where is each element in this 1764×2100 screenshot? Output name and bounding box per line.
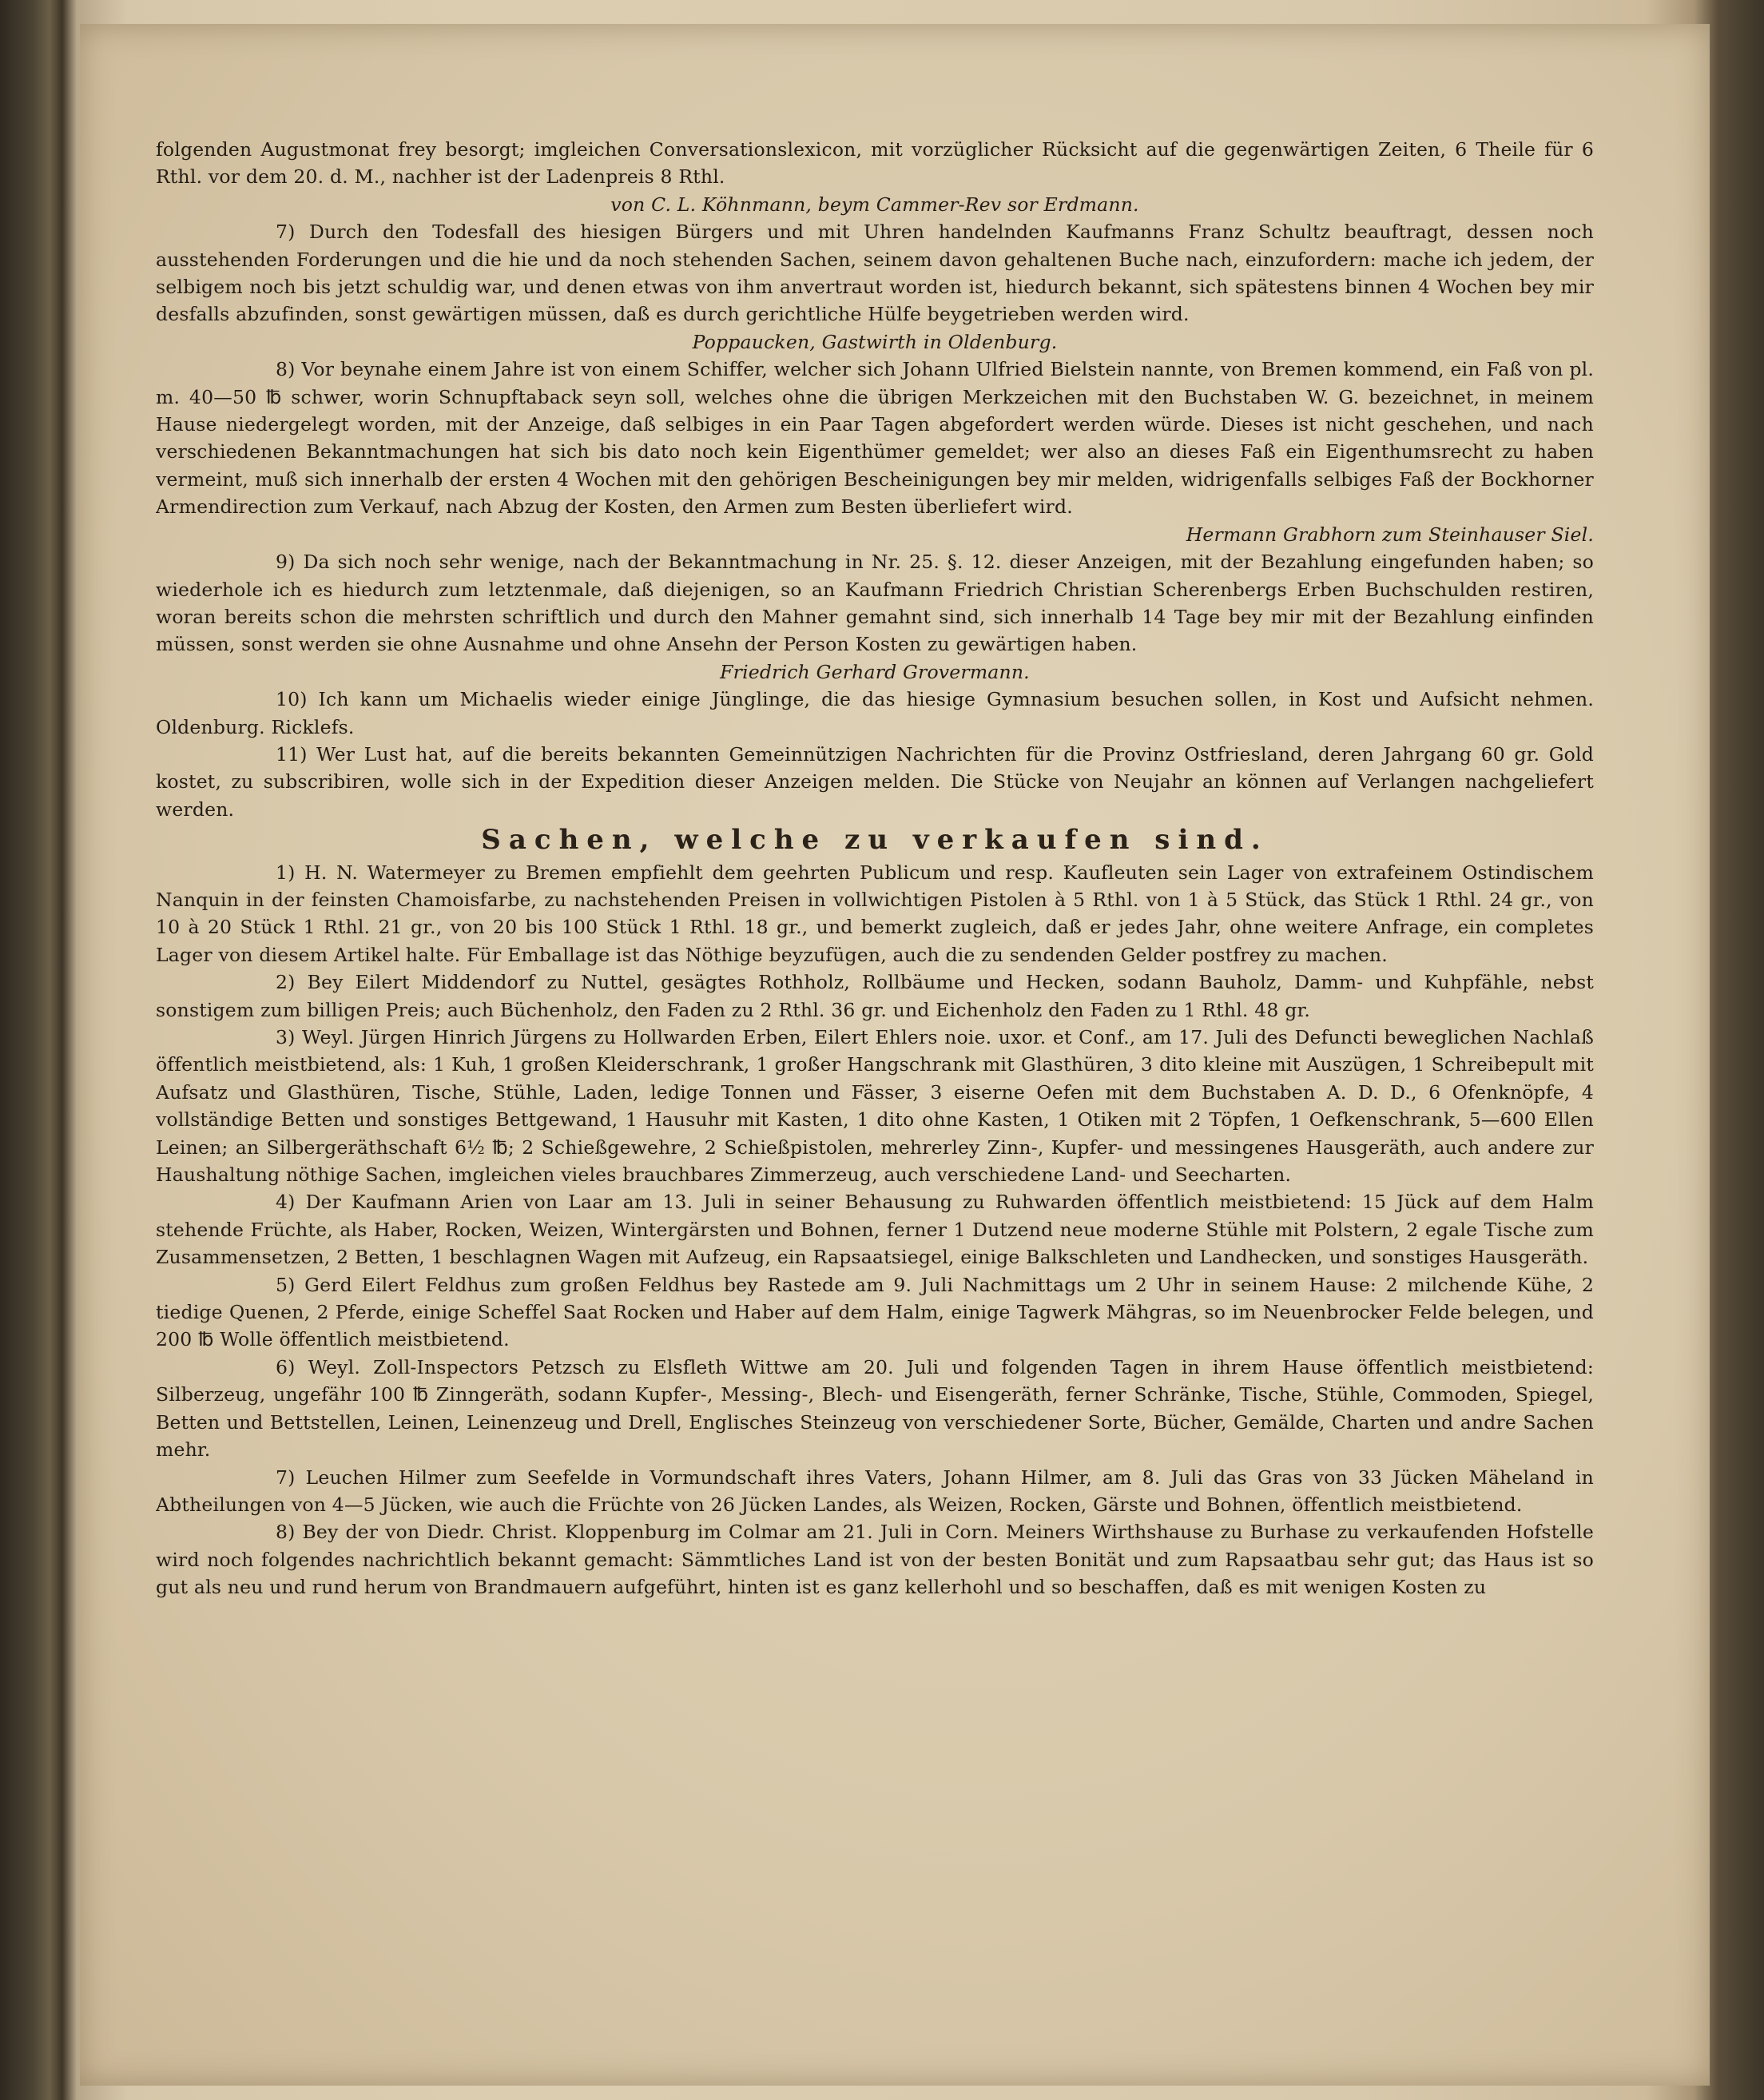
signature-poppaucken: Poppaucken, Gastwirth in Oldenburg. <box>692 330 1058 353</box>
paragraph-continued: folgenden Augustmonat frey besorgt; imgleichen Conversationslexicon, mit vorzüglicher Rücksicht auf die gegenwärtigen Zeiten, 6 Theile für 6 Rthl. vor dem 20. d. M., nachher ist der Ladenpreis 8 Rthl. <box>156 138 1594 189</box>
sale-item-2: 2) Bey Eilert Middendorf zu Nuttel, gesägtes Rothholz, Rollbäume und Hecken, sodann Bauholz, Damm- und Kuhpfähle, nebst sonstigem zum billigen Preis; auch Büchenholz, den Faden zu 2 Rthl. 36 gr. und Eichenholz den Faden zu 1 Rthl. 48 gr. <box>156 971 1594 1021</box>
signature-koehnmann: von C. L. Köhnmann, beym Cammer-Rev sor Erdmann. <box>610 193 1139 216</box>
sale-item-4: 4) Der Kaufmann Arien von Laar am 13. Juli in seiner Behausung zu Ruhwarden öffentlich meistbietend: 15 Jück auf dem Halm stehende Früchte, als Haber, Rocken, Weizen, Wintergärsten und Bohnen, ferner 1 Dutzend neue moderne Stühle mit Polstern, 2 egale Tische zum Zusammensetzen, 2 Betten, 1 beschlagnen Wagen mit Aufzeug, ein Rapsaatsiegel, einige Balkschleten und Landhecken, und sonstiges Hausgeräth. <box>156 1191 1594 1269</box>
signature-grovermann: Friedrich Gerhard Grovermann. <box>720 660 1030 683</box>
notice-11: 11) Wer Lust hat, auf die bereits bekannten Gemeinnützigen Nachrichten für die Provinz Ostfriesland, deren Jahrgang 60 gr. Gold kostet, zu subscribiren, wolle sich in der Expedition dieser Anzeigen melden. Die Stücke von Neujahr an können auf Verlangen nachgeliefert werden. <box>156 742 1594 821</box>
sale-item-1: 1) H. N. Watermeyer zu Bremen empfiehlt dem geehrten Publicum und resp. Kaufleuten sein Lager von extrafeinem Ostindischem Nanquin in der feinsten Chamoisfarbe, zu nachstehenden Preisen in vollwichtigen Pistolen à 5 Rthl. von 1 à 5 Stück, das Stück 1 Rthl. 24 gr., von 10 à 20 Stück 1 Rthl. 21 gr., von 20 bis 100 Stück 1 Rthl. 18 gr., und bemerkt zugleich, daß er jedes Jahr, ohne weitere Anfrage, ein completes Lager von diesem Artikel halte. Für Emballage ist das Nöthige beyzufügen, auch die zu sendenden Gelder postfrey zu machen. <box>156 861 1594 966</box>
notice-10: 10) Ich kann um Michaelis wieder einige Jünglinge, die das hiesige Gymnasium besuchen sollen, in Kost und Aufsicht nehmen. Oldenburg. Ricklefs. <box>156 688 1594 738</box>
sale-item-7: 7) Leuchen Hilmer zum Seefelde in Vormundschaft ihres Vaters, Johann Hilmer, am 8. Juli das Gras von 33 Jücken Mäheland in Abtheilungen von 4—5 Jücken, wie auch die Früchte von 26 Jücken Landes, als Weizen, Rocken, Gärste und Bohnen, öffentlich meistbietend. <box>156 1466 1594 1516</box>
sale-item-3: 3) Weyl. Jürgen Hinrich Jürgens zu Hollwarden Erben, Eilert Ehlers noie. uxor. et Conf., am 17. Juli des Defuncti beweglichen Nachlaß öffentlich meistbietend, als: 1 Kuh, 1 großen Kleiderschrank, 1 großer Hangschrank mit Glasthüren, 3 dito kleine mit Auszügen, 1 Schreibepult mit Aufsatz und Glasthüren, Tische, Stühle, Laden, ledige Tonnen und Fässer, 3 eiserne Oefen mit dem Buchstaben A. D. D., 6 Ofenknöpfe, 4 vollständige Betten und sonstiges Bettgewand, 1 Hausuhr mit Kasten, 1 dito ohne Kasten, 1 Otiken mit 2 Töpfen, 1 Oefkenschrank, 5—600 Ellen Leinen; an Silbergeräthschaft 6½ ℔; 2 Schießgewehre, 2 Schießpistolen, mehrerley Zinn-, Kupfer- und messingenes Hausgeräth, auch andere zur Haushaltung nöthige Sachen, imgleichen vieles brauchbares Zimmerzeug, auch verschiedene Land- und Seecharten. <box>156 1026 1594 1187</box>
sale-item-6: 6) Weyl. Zoll-Inspectors Petzsch zu Elsfleth Wittwe am 20. Juli und folgenden Tagen in ihrem Hause öffentlich meistbietend: Silberzeug, ungefähr 100 ℔ Zinngeräth, sodann Kupfer-, Messing-, Blech- und Eisengeräth, ferner Schränke, Tische, Stühle, Commoden, Spiegel, Betten und Bettstellen, Leinen, Leinenzeug und Drell, Englisches Steinzeug von verschiedener Sorte, Bücher, Gemälde, Charten und andre Sachen mehr. <box>156 1355 1594 1462</box>
sale-item-5: 5) Gerd Eilert Feldhus zum großen Feldhus bey Rastede am 9. Juli Nachmittags um 2 Uhr in seinem Hause: 2 milchende Kühe, 2 tiedige Quenen, 2 Pferde, einige Scheffel Saat Rocken und Haber auf dem Halm, einige Tagwerk Mähgras, so im Neuenbrocker Felde belegen, und 200 ℔ Wolle öffentlich meistbietend. <box>156 1273 1594 1351</box>
sale-item-8: 8) Bey der von Diedr. Christ. Kloppenburg im Colmar am 21. Juli in Corn. Meiners Wirthshause zu Burhase zu verkaufenden Hofstelle wird noch folgendes nachrichtlich bekannt gemacht: Sämmtliches Land ist von der besten Bonität und zum Rapsaatbau sehr gut; das Haus ist so gut als neu und rund herum von Brandmauern aufgeführt, hinten ist es ganz kellerhohl und so beschaffen, daß es mit wenigen Kosten zu <box>156 1521 1594 1599</box>
page-body <box>156 136 1594 2038</box>
notice-9: 9) Da sich noch sehr wenige, nach der Bekanntmachung in Nr. 25. §. 12. dieser Anzeigen, mit der Bezahlung eingefunden haben; so wiederhole ich es hiedurch zum letztenmale, daß diejenigen, so an Kaufmann Friedrich Christian Scherenbergs Erben Buchschulden restiren, woran bereits schon die mehrsten schriftlich und durch den Mahner gemahnt sind, sich innerhalb 14 Tage bey mir mit der Bezahlung einfinden müssen, sonst werden sie ohne Ausnahme und ohne Ansehn der Person Kosten zu gewärtigen haben. <box>156 551 1594 656</box>
notice-7: 7) Durch den Todesfall des hiesigen Bürgers und mit Uhren handelnden Kaufmanns Franz Schultz beauftragt, dessen noch ausstehenden Forderungen und die hie und da noch stehenden Sachen, seinem davon gehaltenen Buche nach, einzufordern: mache ich jedem, der selbigem noch bis jetzt schuldig war, und denen etwas von ihm anvertraut worden ist, hiedurch bekannt, sich spätestens binnen 4 Wochen bey mir desfalls abzufinden, sonst gewärtigen müssen, daß es durch gerichtliche Hülfe beygetrieben werden wird. <box>156 221 1594 326</box>
notice-8: 8) Vor beynahe einem Jahre ist von einem Schiffer, welcher sich Johann Ulfried Bielstein nannte, von Bremen kommend, ein Faß von pl. m. 40—50 ℔ schwer, worin Schnupftaback seyn soll, welches ohne die übrigen Merkzeichen mit den Buchstaben W. G. bezeichnet, in meinem Hause niedergelegt worden, mit der Anzeige, daß selbiges in ein Paar Tagen abgefordert werden würde. Dieses ist nicht geschehen, und nach verschiedenen Bekanntmachungen hat sich bis dato noch kein Eigenthümer gemeldet; wer also an dieses Faß ein Eigenthumsrecht zu haben vermeint, muß sich innerhalb der ersten 4 Wochen mit den gehörigen Bescheinigungen bey mir melden, widrigenfalls selbiges Faß der Bockhorner Armendirection zum Verkauf, nach Abzug der Kosten, den Armen zum Besten überliefert wird. <box>156 358 1594 519</box>
document-page <box>80 24 1710 2086</box>
section-heading: Sachen, welche zu verkaufen sind. <box>481 824 1269 857</box>
signature-grabhorn: Hermann Grabhorn zum Steinhauser Siel. <box>1186 523 1594 546</box>
